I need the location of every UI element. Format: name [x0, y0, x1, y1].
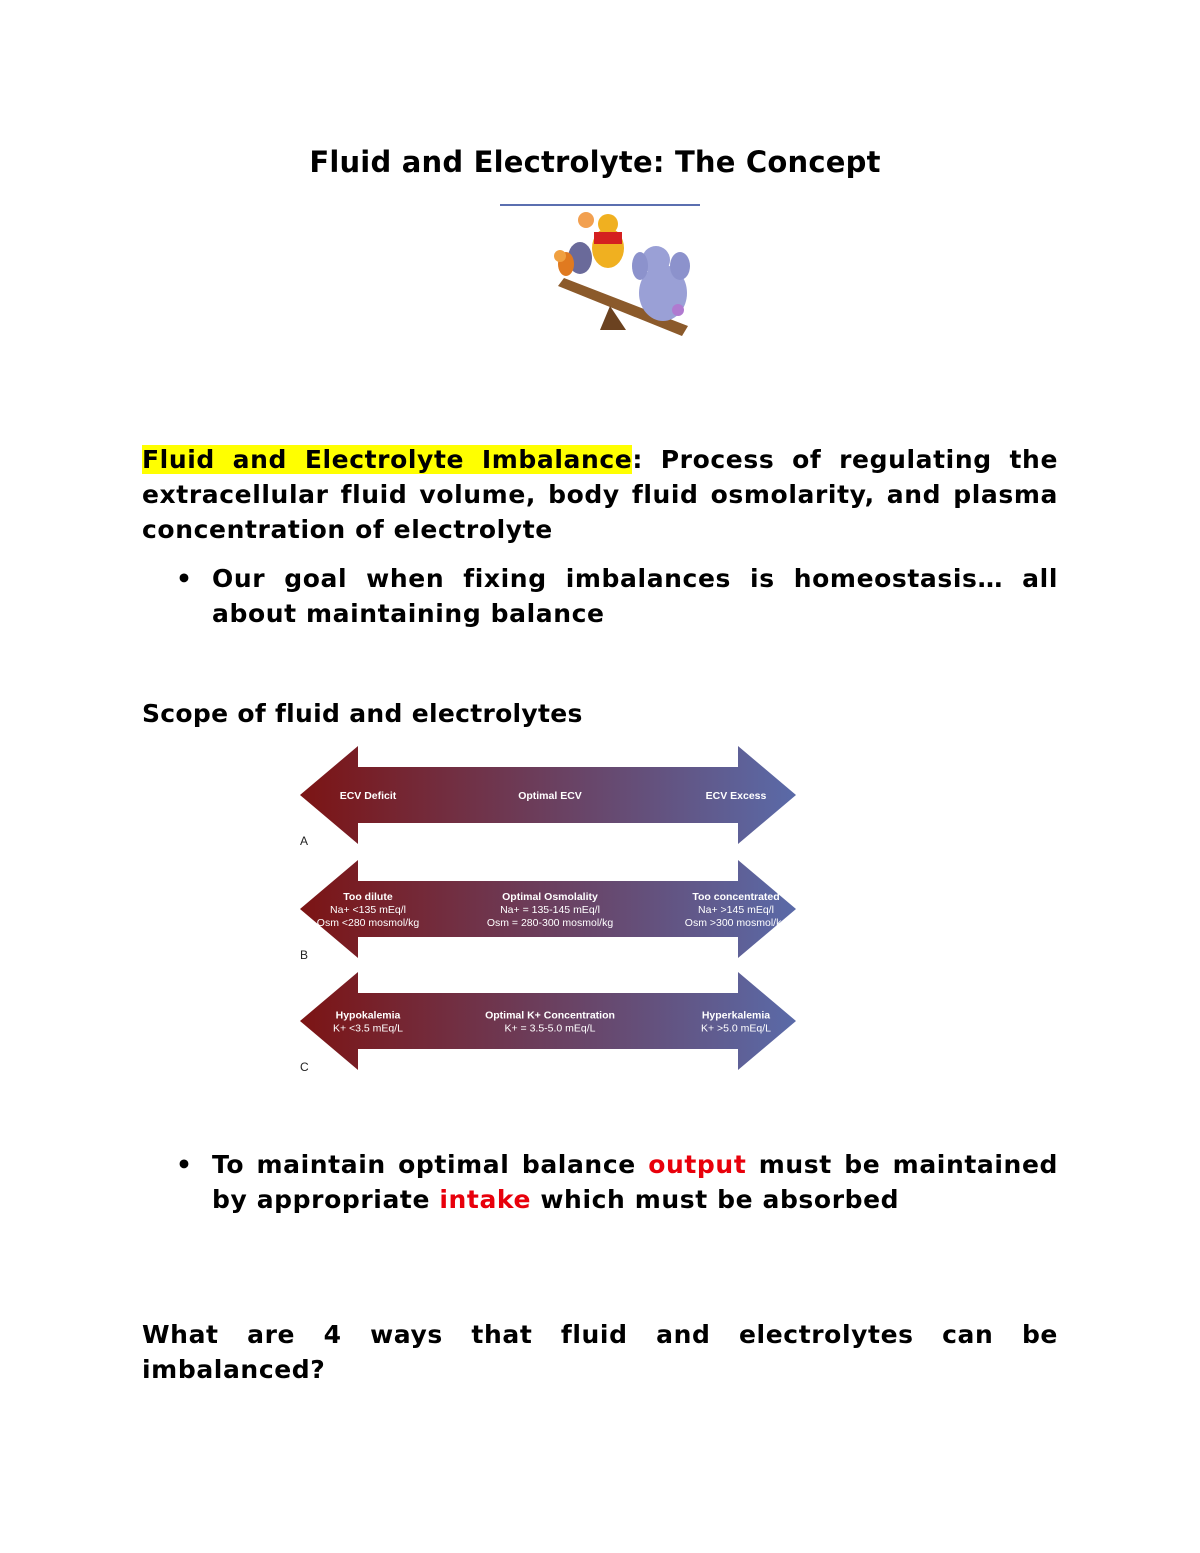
arrow-label-b-center: Osm = 280-300 mosmol/kg	[486, 917, 614, 929]
definition-text: : Process of regulating the extracellular fluid volume, body fluid osmolarity, and plasma concentration of electrolyte	[142, 445, 1059, 544]
row-letter-a: A	[300, 834, 309, 848]
scope-diagram	[296, 744, 800, 1076]
intake-word: intake	[439, 1185, 532, 1214]
arrow-label-b-right: Na+ >145 mEq/l	[698, 904, 774, 916]
page-title: Fluid and Electrolyte: The Concept	[309, 145, 881, 179]
row-letter-c: C	[300, 1060, 309, 1074]
highlighted-term: Fluid and Electrolyte Imbalance	[142, 445, 633, 474]
seesaw-illustration	[498, 198, 702, 348]
balance-bullet	[176, 1147, 1058, 1217]
goal-bullet	[176, 561, 1058, 631]
bullet-icon: •	[176, 1150, 193, 1179]
bullet-icon: •	[176, 564, 193, 593]
definition-paragraph	[142, 442, 1058, 547]
arrow-label-c-center: K+ = 3.5-5.0 mEq/L	[504, 1022, 596, 1035]
arrow-label-a-left: ECV Deficit	[339, 790, 397, 802]
balance-text-2: must be maintained by appropriate	[212, 1150, 1058, 1214]
arrow-label-b-right: Osm >300 mosmol/kg	[684, 917, 788, 929]
arrow-label-a-center: Optimal ECV	[518, 790, 582, 802]
row-letter-b: B	[300, 948, 309, 962]
arrow-label-b-right: Too concentrated	[692, 891, 780, 903]
goal-bullet-text: Our goal when fixing imbalances is homeostasis… all about maintaining balance	[212, 564, 1058, 628]
arrow-label-b-center: Optimal Osmolality	[502, 891, 598, 903]
arrow-label-c-left: K+ <3.5 mEq/L	[332, 1022, 404, 1035]
arrow-label-b-center: Na+ = 135-145 mEq/l	[500, 904, 600, 916]
arrow-label-c-right: K+ >5.0 mEq/L	[700, 1022, 772, 1035]
arrow-label-b-left: Osm <280 mosmol/kg	[316, 917, 420, 929]
scope-heading: Scope of fluid and electrolytes	[142, 699, 583, 728]
output-word: output	[648, 1150, 747, 1179]
arrow-label-b-left: Too dilute	[343, 891, 393, 903]
arrow-label-c-right: Hyperkalemia	[701, 1009, 771, 1022]
arrow-label-b-left: Na+ <135 mEq/l	[330, 904, 406, 916]
arrow-label-c-left: Hypokalemia	[335, 1009, 401, 1022]
arrow-label-c-center: Optimal K+ Concentration	[485, 1009, 615, 1022]
question-paragraph: What are 4 ways that fluid and electrolytes can be imbalanced?	[142, 1320, 1058, 1384]
balance-text-3: which must be absorbed	[531, 1185, 900, 1214]
arrow-label-a-right: ECV Excess	[705, 790, 767, 802]
balance-text-1: To maintain optimal balance	[212, 1150, 649, 1179]
